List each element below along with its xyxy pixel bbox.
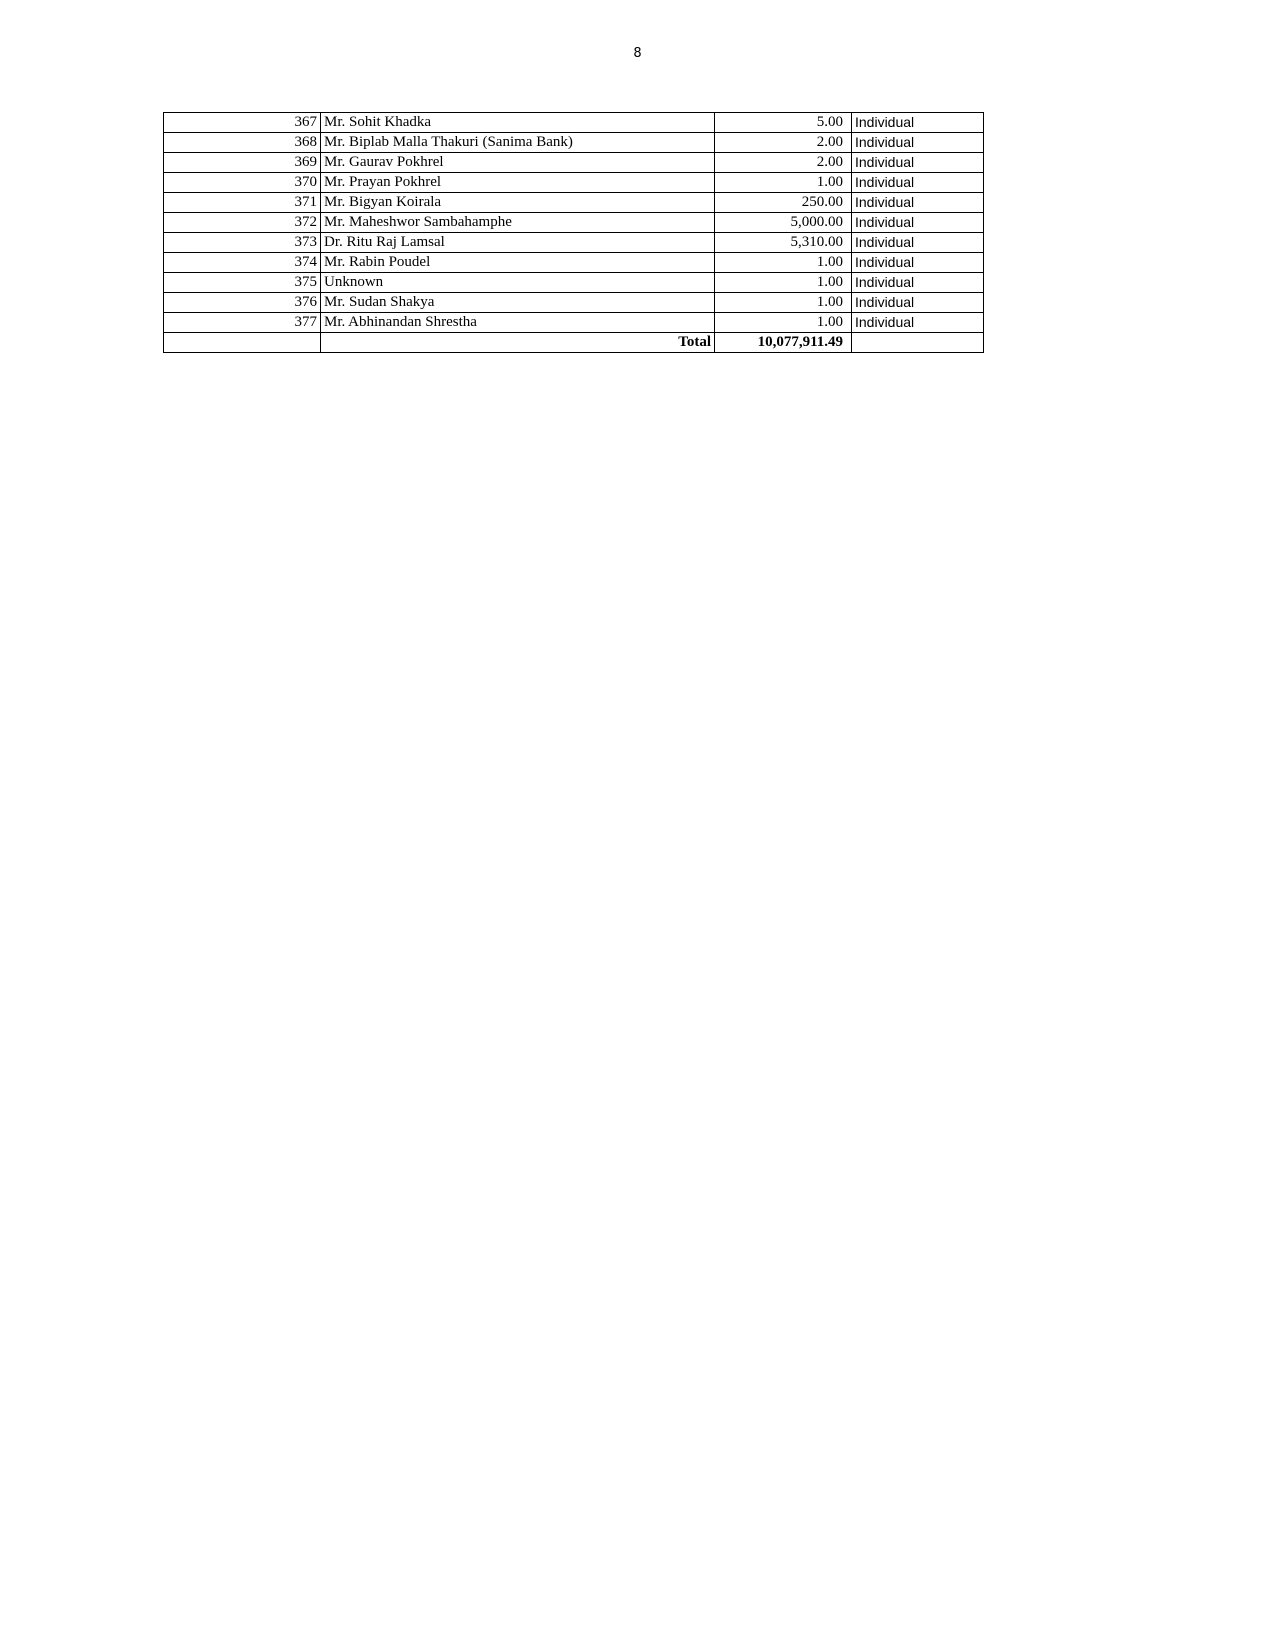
amount-cell: 2.00 — [715, 133, 852, 153]
donor-name-cell: Mr. Prayan Pokhrel — [321, 173, 715, 193]
table-row — [164, 113, 984, 133]
donor-type-cell: Individual — [852, 233, 984, 253]
table-row — [164, 293, 984, 313]
amount-cell: 5,310.00 — [715, 233, 852, 253]
table-row — [164, 193, 984, 213]
serial-number-cell: 369 — [164, 153, 321, 173]
serial-number-cell: 373 — [164, 233, 321, 253]
serial-number-cell: 375 — [164, 273, 321, 293]
donor-type-cell: Individual — [852, 253, 984, 273]
amount-cell: 5,000.00 — [715, 213, 852, 233]
donation-table-body — [164, 113, 984, 353]
amount-cell: 1.00 — [715, 273, 852, 293]
total-label: Total — [321, 333, 715, 353]
amount-cell: 5.00 — [715, 113, 852, 133]
serial-number-cell: 370 — [164, 173, 321, 193]
amount-cell: 1.00 — [715, 173, 852, 193]
donor-type-cell: Individual — [852, 113, 984, 133]
donor-type-cell: Individual — [852, 293, 984, 313]
donor-name-cell: Mr. Maheshwor Sambahamphe — [321, 213, 715, 233]
amount-cell: 1.00 — [715, 253, 852, 273]
donor-type-cell: Individual — [852, 133, 984, 153]
total-sn-cell — [164, 333, 321, 353]
total-type-cell — [852, 333, 984, 353]
serial-number-cell: 376 — [164, 293, 321, 313]
table-row — [164, 173, 984, 193]
amount-cell: 1.00 — [715, 293, 852, 313]
donor-name-cell: Mr. Rabin Poudel — [321, 253, 715, 273]
donor-type-cell: Individual — [852, 153, 984, 173]
donor-type-cell: Individual — [852, 213, 984, 233]
donor-type-cell: Individual — [852, 193, 984, 213]
donor-name-cell: Mr. Bigyan Koirala — [321, 193, 715, 213]
donor-type-cell: Individual — [852, 173, 984, 193]
table-row — [164, 233, 984, 253]
table-row — [164, 273, 984, 293]
serial-number-cell: 377 — [164, 313, 321, 333]
donor-name-cell: Mr. Abhinandan Shrestha — [321, 313, 715, 333]
donor-name-cell: Unknown — [321, 273, 715, 293]
total-amount: 10,077,911.49 — [715, 333, 852, 353]
amount-cell: 1.00 — [715, 313, 852, 333]
amount-cell: 250.00 — [715, 193, 852, 213]
donation-table — [163, 112, 984, 353]
total-row — [164, 333, 984, 353]
table-row — [164, 313, 984, 333]
donor-name-cell: Dr. Ritu Raj Lamsal — [321, 233, 715, 253]
serial-number-cell: 368 — [164, 133, 321, 153]
page-number: 8 — [633, 46, 642, 61]
table-row — [164, 213, 984, 233]
table-row — [164, 133, 984, 153]
table-row — [164, 253, 984, 273]
donor-name-cell: Mr. Sohit Khadka — [321, 113, 715, 133]
serial-number-cell: 372 — [164, 213, 321, 233]
amount-cell: 2.00 — [715, 153, 852, 173]
donor-type-cell: Individual — [852, 313, 984, 333]
donor-type-cell: Individual — [852, 273, 984, 293]
donor-name-cell: Mr. Gaurav Pokhrel — [321, 153, 715, 173]
serial-number-cell: 374 — [164, 253, 321, 273]
serial-number-cell: 367 — [164, 113, 321, 133]
donor-name-cell: Mr. Biplab Malla Thakuri (Sanima Bank) — [321, 133, 715, 153]
table-row — [164, 153, 984, 173]
serial-number-cell: 371 — [164, 193, 321, 213]
donor-name-cell: Mr. Sudan Shakya — [321, 293, 715, 313]
